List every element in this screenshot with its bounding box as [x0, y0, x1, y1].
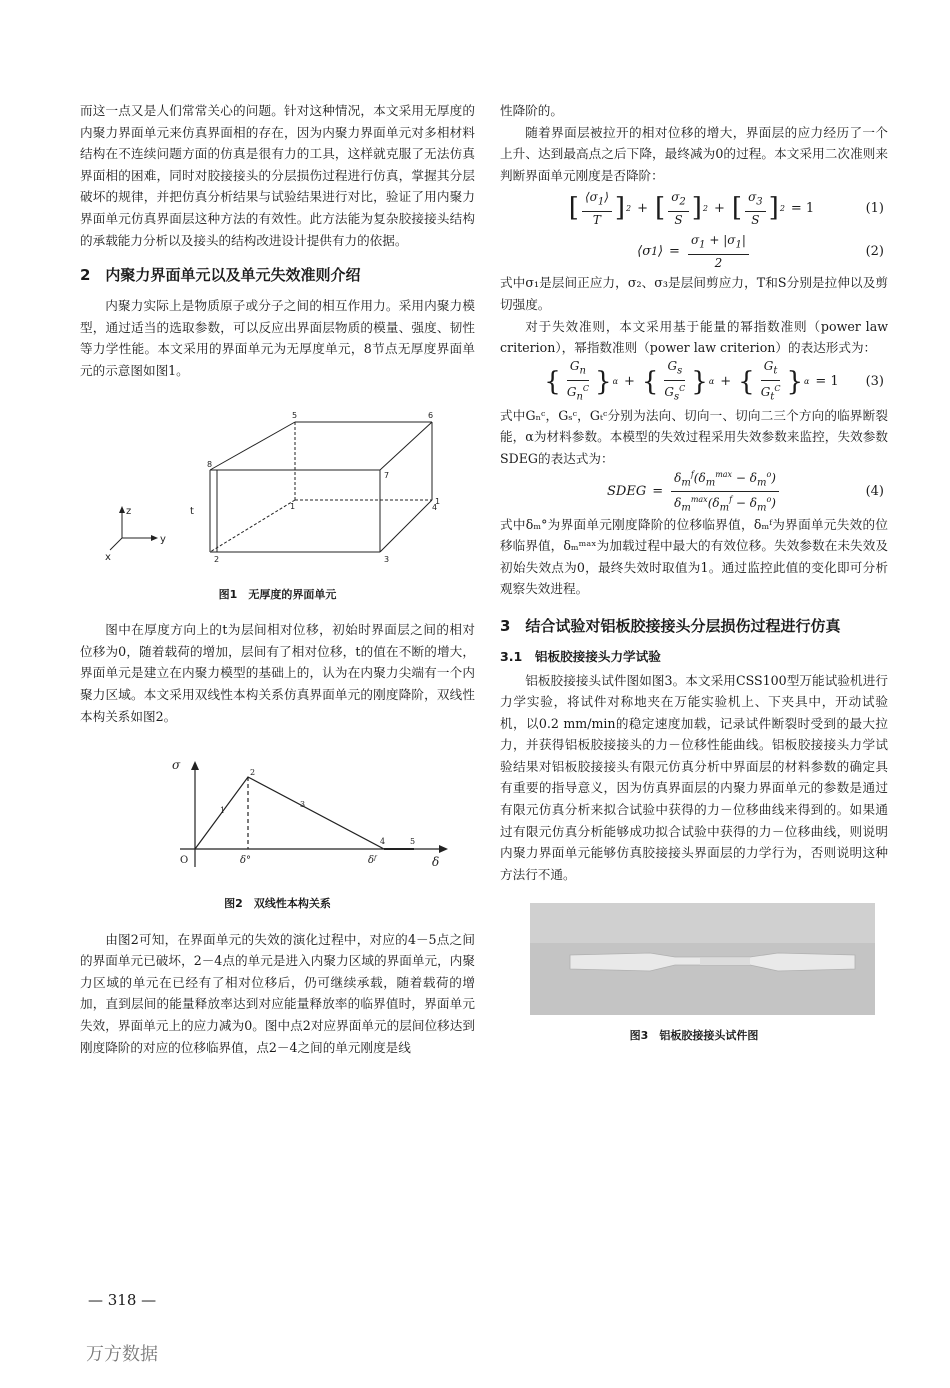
point-label-2: 2 [250, 768, 256, 778]
origin-label: O [180, 855, 189, 867]
figure-3-caption: 图3 铝板胶接接头试件图 [629, 1029, 759, 1043]
node-label-1: 1 [435, 496, 441, 506]
node-label-1-inner: 1 [290, 501, 296, 511]
paragraph: 式中Gₙᶜ，Gₛᶜ，Gₜᶜ分别为法向、切向一、切向二三个方向的临界断裂能，α为材料参数。本模型的失效过程采用失效参数来监控，失效参数SDEG的表达式为： [500, 407, 888, 466]
watermark: 万方数据 [86, 1344, 158, 1365]
equation-number: (1) [865, 200, 884, 216]
axis-label-y: y [160, 533, 166, 545]
node-label-5: 5 [292, 410, 298, 420]
figure-1-caption: 图1 无厚度的界面单元 [218, 587, 337, 601]
node-label-8: 8 [207, 459, 213, 469]
node-label-3: 3 [384, 554, 390, 564]
paragraph: 式中σ₁是层间正应力，σ₂、σ₃是层间剪应力，T和S分别是拉伸以及剪切强度。 [500, 275, 888, 312]
subsection-3-1-heading: 3.1 铝板胶接接头力学试验 [500, 648, 661, 664]
paragraph: 随着界面层被拉开的相对位移的增大，界面层的应力经历了一个上升、达到最高点之后下降，最终减为0的过程。本文采用二次准则来判断界面单元刚度是否降阶： [500, 124, 888, 183]
point-label-1: 1 [220, 806, 226, 816]
thickness-label: t [190, 505, 194, 517]
node-label-4: 4 [432, 502, 438, 512]
equation-number: (3) [865, 373, 884, 389]
point-label-3: 3 [300, 800, 306, 810]
specimen-photo [500, 903, 888, 1015]
node-label-6: 6 [428, 410, 434, 420]
left-column [80, 100, 475, 1058]
page-number: — 318 — [88, 1291, 157, 1309]
delta-f-label: δᶠ [368, 855, 377, 867]
paragraph: 铝板胶接接头试件图如图3。本文采用CSS100型万能试验机进行力学实验，将试件对称地夹在万能实验机上、下夹具中，开动试验机，以0.2 mm/min的稳定速度加载，记录试件断裂时受到的最大拉力，并获得铝板胶接接头的力－位移性能曲线。铝板胶接接头力学试验结果对铝板胶接接头有限元仿真分析中界面层的材料参数的确定具有重要的指导意义，因为仿真界面层的内聚力界面单元的参数是通过有限元仿真分析来拟合试验中获得的力－位移曲线来得到的。如果通过有限元仿真分析能够成功拟合试验中获得的力－位移曲线，则说明内聚力界面单元能够仿真胶接接头界面层的力学行为，否则说明这种方法行不通。 [500, 672, 888, 882]
equation-number: (2) [865, 243, 884, 259]
section-3-heading: 3 结合试验对铝板胶接接头分层损伤过程进行仿真 [500, 616, 841, 635]
right-column [500, 100, 888, 1057]
paragraph: 内聚力实际上是物质原子或分子之间的相互作用力。采用内聚力模型，通过适当的选取参数，可以反应出界面层物质的模量、强度、韧性等力学性能。本文采用的界面单元为无厚度单元，8节点无厚度界面单元的示意图如图1。 [80, 298, 475, 378]
paragraph: 性降阶的。 [500, 103, 563, 118]
paragraph: 而这一点又是人们常常关心的问题。针对这种情况，本文采用无厚度的内聚力界面单元来仿真界面相的存在，因为内聚力界面单元对多相材料结构在不连续问题方面的仿真是很有力的工具，这样就克服了无法仿真界面相的困难，同时对胶接接头的分层损伤过程进行仿真，掌握其分层破坏的规律，并把仿真分析结果与试验结果进行对比，验证了用内聚力界面单元仿真界面层这种方法的有效性。此方法能为复杂胶接接头结构的承载能力分析以及接头的结构改进设计提供有力的依据。 [80, 103, 475, 248]
equation-number: (4) [865, 483, 884, 499]
axis-label-x: x [105, 551, 111, 563]
figure-2 [80, 737, 475, 889]
paragraph: 图中在厚度方向上的t为层间相对位移，初始时界面层之间的相对位移为0，随着载荷的增加，层间有了相对位移，t的值在不断的增大，界面单元是建立在内聚力模型的基础上的，认为在内聚力尖端有一个内聚力区域。本文采用双线性本构关系仿真界面单元的刚度降阶，双线性本构关系如图2。 [80, 622, 475, 724]
figure-3 [500, 903, 888, 1015]
node-label-2: 2 [214, 554, 220, 564]
point-label-4: 4 [380, 837, 386, 847]
equation-2: ⟨σ 1 ⟩ = $\frac{\sigma_1 + |\sigma_1|}{2}$ (2) [637, 233, 884, 270]
interface-element-diagram [80, 392, 475, 580]
figure-1 [80, 392, 475, 580]
equation-4: SDEG = $\frac{\delta_m^f(\delta_m^{max} - \delta_m^o)}{\delta_m^{max}(\delta_m^f - \delta_m^o)}$ (4) [500, 470, 888, 514]
delta-0-label: δ° [240, 855, 252, 867]
figure-2-caption: 图2 双线性本构关系 [224, 897, 331, 911]
node-label-7: 7 [384, 470, 390, 480]
y-axis-label: σ [172, 758, 181, 773]
equation-1: [ $\frac{⟨\sigma_1⟩}{T}$ ] 2 + [ $\frac{\sigma_2}{S}$ ] 2 + [ $\frac{\sigma_3}{S}$ ] 2 = 1 (1) [568, 190, 884, 227]
bilinear-constitutive-chart [80, 737, 475, 889]
paragraph: 对于失效准则，本文采用基于能量的幂指数准则（power law criterion），幂指数准则（power law criterion）的表达形式为： [500, 318, 888, 356]
paragraph: 由图2可知，在界面单元的失效的演化过程中，对应的4－5点之间的界面单元已破坏，2－4点的单元是进入内聚力区域的界面单元，内聚力区域的单元在已经有了相对位移后，仍可继续承载，随着载荷的增加，直到层间的能量释放率达到对应能量释放率的临界值时，界面单元失效，界面单元上的应力减为0。图中点2对应界面单元的层间位移达到刚度降阶的对应的位移临界值，点2－4之间的单元刚度是线 [80, 931, 475, 1055]
equation-3: { $\frac{G_n}{G_n^C}$ } α + { $\frac{G_s}{G_s^C}$ } α + { $\frac{G_t}{G_t^C}$ } α = 1 (3) [544, 359, 884, 403]
x-axis-label: δ [432, 855, 440, 870]
section-2-heading: 2 内聚力界面单元以及单元失效准则介绍 [80, 266, 361, 285]
axis-label-z: z [126, 505, 132, 517]
point-label-5: 5 [410, 837, 416, 847]
paragraph: 式中δₘ°为界面单元刚度降阶的位移临界值，δₘᶠ为界面单元失效的位移临界值，δₘᵐᵃˣ为加载过程中最大的有效位移。失效参数在未失效及初始失效点为0，最终失效时取值为1。通过监控此值的变化即可分析观察失效进程。 [500, 516, 888, 597]
